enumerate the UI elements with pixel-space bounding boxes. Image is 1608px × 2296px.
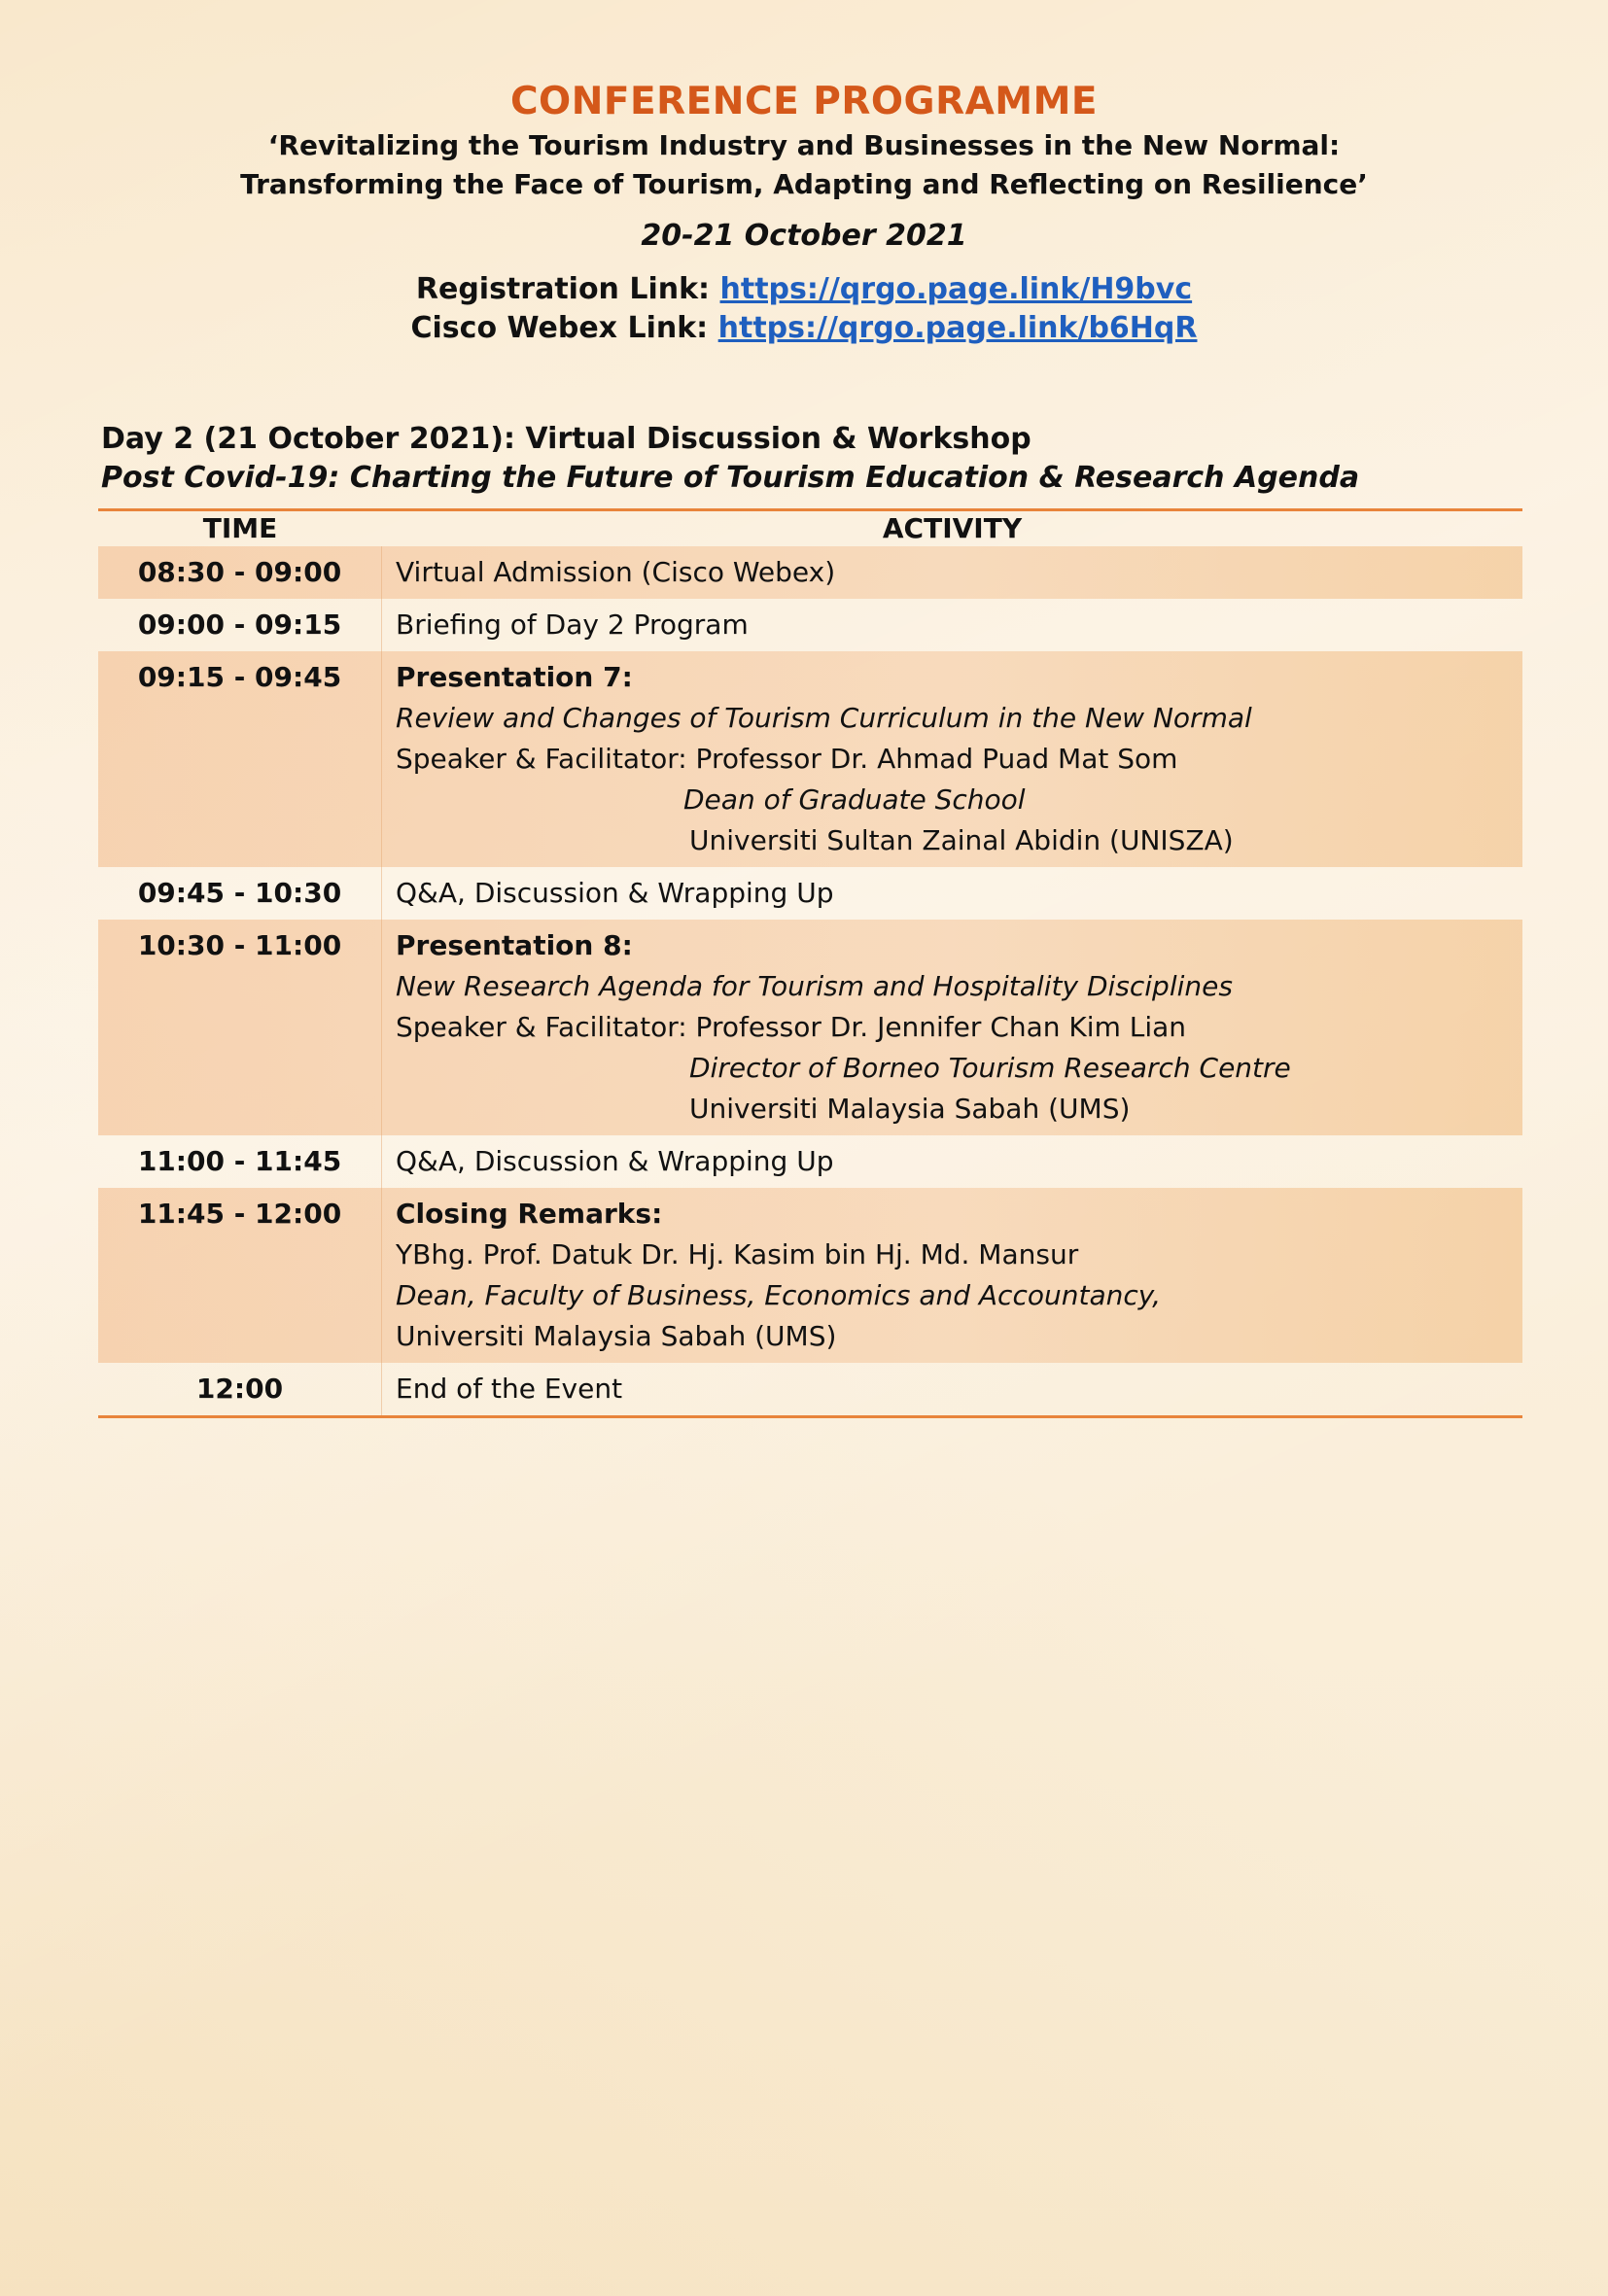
session-heading: Presentation 7: — [396, 661, 633, 693]
speaker-institution: Universiti Malaysia Sabah (UMS) — [396, 1320, 837, 1352]
row-time: 09:45 - 10:30 — [98, 867, 382, 920]
webex-line — [0, 309, 1608, 348]
row-time: 09:15 - 09:45 — [98, 651, 382, 867]
webex-link[interactable]: https://qrgo.page.link/b6HqR — [717, 311, 1198, 345]
day-heading — [101, 420, 1521, 498]
table-row — [98, 867, 1522, 920]
row-activity: End of the Event — [396, 1373, 623, 1405]
table-row — [98, 651, 1522, 867]
session-speaker: YBhg. Prof. Datuk Dr. Hj. Kasim bin Hj. Md. Mansur — [396, 1238, 1079, 1270]
row-time: 09:00 - 09:15 — [98, 599, 382, 651]
schedule-table — [98, 508, 1522, 1418]
table-row — [98, 920, 1522, 1135]
day-title: Day 2 (21 October 2021): Virtual Discussion & Workshop — [101, 422, 1031, 456]
row-time: 11:00 - 11:45 — [98, 1135, 382, 1188]
row-time: 11:45 - 12:00 — [98, 1188, 382, 1363]
session-topic: New Research Agenda for Tourism and Hospitality Disciplines — [396, 970, 1233, 1002]
row-activity: Virtual Admission (Cisco Webex) — [396, 556, 836, 588]
event-dates: 20-21 October 2021 — [641, 219, 967, 253]
session-speaker: Speaker & Facilitator: Professor Dr. Ahmad Puad Mat Som — [396, 743, 1178, 775]
row-activity — [382, 651, 1522, 867]
registration-line — [0, 270, 1608, 309]
speaker-position: Dean, Faculty of Business, Economics and Accountancy, — [396, 1279, 1162, 1311]
speaker-institution: Universiti Sultan Zainal Abidin (UNISZA) — [689, 824, 1234, 856]
table-row — [98, 1363, 1522, 1415]
table-row — [98, 1135, 1522, 1188]
page-title: CONFERENCE PROGRAMME — [509, 80, 1099, 123]
table-row — [98, 546, 1522, 599]
row-activity: Briefing of Day 2 Program — [396, 609, 749, 641]
programme-header — [0, 78, 1608, 348]
speaker-position: Dean of Graduate School — [683, 783, 1026, 816]
session-speaker: Speaker & Facilitator: Professor Dr. Jennifer Chan Kim Lian — [396, 1011, 1187, 1043]
row-activity: Q&A, Discussion & Wrapping Up — [396, 877, 834, 909]
time-column-header: TIME — [202, 512, 278, 544]
row-activity — [382, 920, 1522, 1135]
row-activity: Q&A, Discussion & Wrapping Up — [396, 1145, 834, 1177]
table-header — [98, 511, 1522, 546]
theme-line-1: ‘Revitalizing the Tourism Industry and Businesses in the New Normal: — [267, 129, 1341, 161]
row-activity — [382, 1188, 1522, 1363]
speaker-position: Director of Borneo Tourism Research Centre — [689, 1052, 1291, 1084]
webex-label: Cisco Webex Link: — [410, 311, 718, 345]
session-heading: Presentation 8: — [396, 929, 633, 961]
day-subtitle: Post Covid-19: Charting the Future of Tourism Education & Research Agenda — [101, 461, 1360, 495]
activity-column-header: ACTIVITY — [882, 512, 1023, 544]
row-time: 12:00 — [98, 1363, 382, 1415]
theme-line-2: Transforming the Face of Tourism, Adapting and Reflecting on Resilience’ — [240, 168, 1368, 200]
registration-link[interactable]: https://qrgo.page.link/H9bvc — [719, 272, 1193, 306]
table-row — [98, 599, 1522, 651]
session-topic: Review and Changes of Tourism Curriculum in the New Normal — [396, 702, 1252, 734]
session-heading: Closing Remarks: — [396, 1198, 663, 1230]
row-time: 08:30 - 09:00 — [98, 546, 382, 599]
links-block — [0, 270, 1608, 348]
row-time: 10:30 - 11:00 — [98, 920, 382, 1135]
table-row — [98, 1188, 1522, 1363]
registration-label: Registration Link: — [415, 272, 720, 306]
speaker-institution: Universiti Malaysia Sabah (UMS) — [689, 1093, 1131, 1125]
